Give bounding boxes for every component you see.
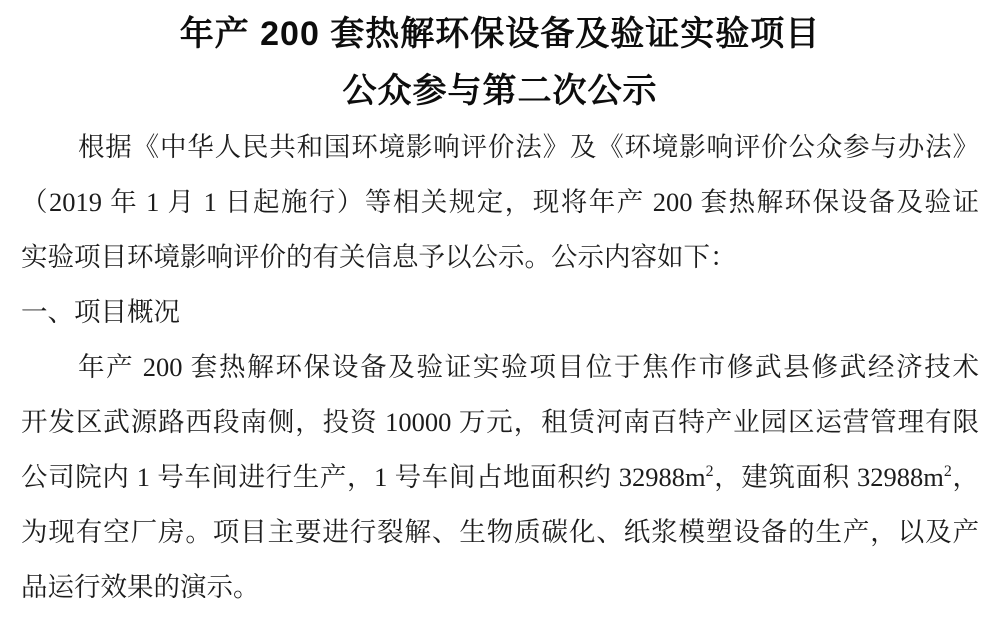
document-title-line-2: 公众参与第二次公示	[342, 72, 658, 110]
document-body	[21, 120, 979, 615]
paragraph2-line-1: 年产 200 套热解环保设备及验证实验项目位于焦作市修武县修武经济技术	[77, 352, 979, 382]
square-meter-superscript-1: 2	[705, 463, 714, 481]
paragraph2-line-5: 品运行效果的演示。	[21, 572, 260, 602]
paragraph1-line-1: 根据《中华人民共和国环境影响评价法》及《环境影响评价公众参与办法》	[77, 132, 979, 162]
paragraph2-line-3	[21, 450, 979, 505]
paragraph2-line-3-seg2: ，建筑面积 32988m	[713, 462, 944, 492]
document-title	[21, 6, 979, 120]
paragraph2-line-2: 开发区武源路西段南侧，投资 10000 万元，租赁河南百特产业园区运营管理有限	[21, 407, 979, 437]
paragraph2-line-3-seg1: 公司院内 1 号车间进行生产，1 号车间占地面积约 32988m	[21, 462, 706, 492]
paragraph2-line-3-seg3: ，	[951, 462, 979, 492]
paragraph1-line-3: 实验项目环境影响评价的有关信息予以公示。公示内容如下：	[21, 242, 737, 272]
paragraph1-line-2: （2019 年 1 月 1 日起施行）等相关规定，现将年产 200 套热解环保设备及验证	[21, 187, 979, 217]
paragraph2-line-4: 为现有空厂房。项目主要进行裂解、生物质碳化、纸浆模塑设备的生产，以及产	[21, 517, 979, 547]
square-meter-superscript-2: 2	[943, 463, 952, 481]
section1-heading: 一、项目概况	[21, 297, 180, 327]
document-title-line-1: 年产 200 套热解环保设备及验证实验项目	[179, 15, 821, 53]
